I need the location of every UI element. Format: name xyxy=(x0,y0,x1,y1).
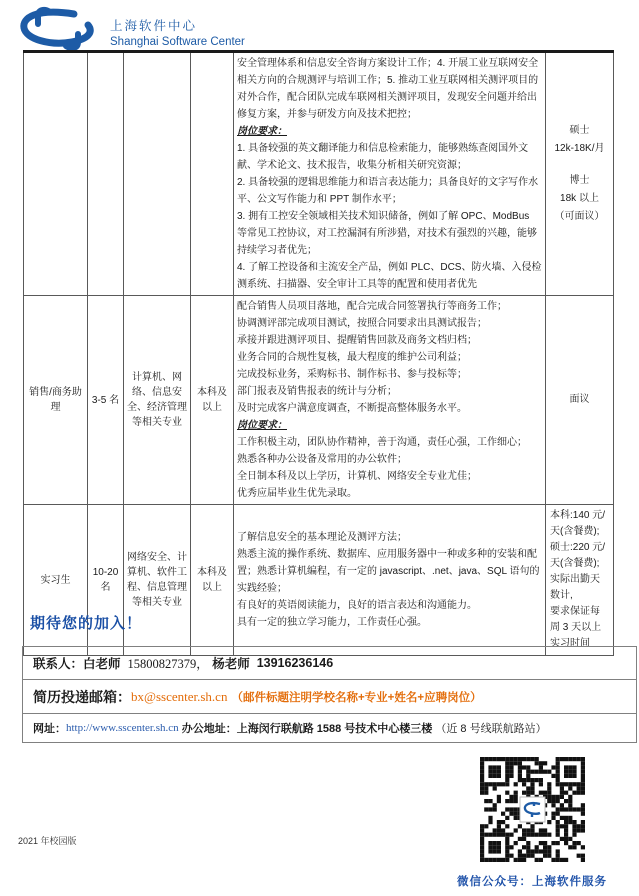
job-headcount-cell xyxy=(88,52,124,296)
job-salary-cell xyxy=(546,296,614,505)
job-headcount-cell: 10-20 名 xyxy=(88,505,124,656)
contact-persons-row xyxy=(23,647,636,679)
contact-name-2: 杨老师 xyxy=(212,657,250,671)
job-headcount-cell: 3-5 名 xyxy=(88,296,124,505)
resume-email-row xyxy=(23,679,636,713)
contact-name-1: 白老师 xyxy=(83,657,121,671)
job-majors-cell: 网络安全、计算机、软件工程、信息管理等相关专业 xyxy=(124,505,191,656)
website-address-row xyxy=(23,713,636,742)
wechat-qr-code xyxy=(480,757,585,862)
duties-requirements-heading: 岗位要求： xyxy=(237,420,287,431)
resume-email-note: （邮件标题注明学校名称+专业+姓名+应聘岗位） xyxy=(231,691,482,704)
duties-requirements-heading: 岗位要求： xyxy=(237,126,287,137)
job-education-cell: 本科及以上 xyxy=(191,505,234,656)
salary-line: 博士 xyxy=(569,175,590,186)
duty-line: 完成投标业务，采购标书、制作标书、参与投标等； xyxy=(237,369,467,380)
duty-line: 熟悉主流的操作系统、数据库、应用服务器中一种或多种的安装和配置；熟悉计算机编程，有一定的 javascript、.net、java、SQL 语句的实践经验； xyxy=(237,549,540,594)
job-row-1 xyxy=(24,52,614,296)
job-duties-cell xyxy=(234,505,546,656)
duty-line: 安全管理体系和信息安全咨询方案设计工作；4. 开展工业互联网安全相关方向的合规测评与培训工作；5. 推动工业互联网相关测评项目的对外合作，配合团队完成车联网相关测评项目，发现安全问题并给出修复方案，并参与研发方向及技术把控； xyxy=(237,58,539,120)
job-position-cell: 实习生 xyxy=(24,505,88,656)
duty-line: 全日制本科及以上学历，计算机、网络安全专业尤佳； xyxy=(237,471,477,482)
duty-line: 1. 具备较强的英文翻译能力和信息检索能力，能够熟练查阅国外文献、学术论文、技术报告，收集分析相关研究资源； xyxy=(237,143,529,171)
contact-label: 联系人： xyxy=(33,657,84,671)
job-education-cell xyxy=(191,52,234,296)
duty-line: 3. 拥有工控安全领域相关技术知识储备，例如了解 OPC、ModBus 等常见工控协议，对工控漏洞有所涉猎，对技术有强烈的兴趣，能够持续学习者优先； xyxy=(237,211,537,256)
job-duties-cell xyxy=(234,52,546,296)
brand-name-en: Shanghai Software Center xyxy=(110,35,245,48)
website-label: 网址： xyxy=(33,723,66,735)
duty-line: 4. 了解工控设备和主流安全产品，例如 PLC、DCS、防火墙、入侵检测系统、扫描器、安全审计工具等的配置和使用者优先 xyxy=(237,262,542,290)
duty-line: 优秀应届毕业生优先录取。 xyxy=(237,488,357,499)
join-us-heading: 期待您的加入！ xyxy=(30,615,143,632)
job-majors-cell: 计算机、网络、信息安全、经济管理等相关专业 xyxy=(124,296,191,505)
job-row-2 xyxy=(24,296,614,505)
jobs-table xyxy=(23,50,614,656)
edition-note: 2021 年校园版 xyxy=(18,836,77,846)
duty-line: 配合销售人员项目落地，配合完成合同签署执行等商务工作； xyxy=(237,301,507,312)
duty-line: 2. 具备较强的逻辑思维能力和语言表达能力；具备良好的文字写作水平、公文写作能力和 PPT 制作水平； xyxy=(237,177,539,205)
job-position-cell: 销售/商务助理 xyxy=(24,296,88,505)
duty-line: 协调测评部完成项目测试，按照合同要求出具测试报告； xyxy=(237,318,487,329)
wechat-caption: 微信公众号：上海软件服务 xyxy=(457,876,607,888)
salary-line: 12k-18K/月 xyxy=(554,143,605,154)
salary-line: （可面议） xyxy=(554,211,605,222)
salary-line: 硕士 xyxy=(569,125,590,136)
contact-phone-2: 13916236146 xyxy=(256,656,334,670)
brand-text xyxy=(110,16,245,48)
duty-line: 部门报表及销售报表的统计与分析； xyxy=(237,386,397,397)
salary-line: 硕士:220 元/天(含餐费); xyxy=(550,542,606,569)
salary-line: 18k 以上 xyxy=(560,193,599,204)
duty-line: 熟悉各种办公设备及常用的办公软件； xyxy=(237,454,407,465)
salary-line xyxy=(549,158,610,172)
duty-line: 有良好的英语阅读能力，良好的语言表达和沟通能力。 xyxy=(237,600,477,611)
salary-line: 要求保证每周 3 天以上实习时间 xyxy=(550,606,602,649)
job-majors-cell xyxy=(124,52,191,296)
job-duties-cell xyxy=(234,296,546,505)
office-address-near: （近 8 号线联航路站） xyxy=(435,723,547,735)
resume-email-address[interactable]: bx@sscenter.sh.cn xyxy=(131,688,228,704)
job-salary-cell xyxy=(546,505,614,656)
salary-line: 面议 xyxy=(569,394,590,405)
job-position-cell xyxy=(24,52,88,296)
duty-line: 了解信息安全的基本理论及测评方法； xyxy=(237,532,407,543)
duty-line: 承接并跟进测评项目、提醒销售回款及商务文档归档； xyxy=(237,335,477,346)
duty-line: 及时完成客户满意度调查，不断提高整体服务水平。 xyxy=(237,403,467,414)
duty-line: 具有一定的独立学习能力，工作责任心强。 xyxy=(237,617,427,628)
duty-line: 业务合同的合规性复核，最大程度的维护公司利益； xyxy=(237,352,467,363)
job-salary-cell xyxy=(546,52,614,296)
office-address: 上海闵行联航路 1588 号技术中心楼三楼 xyxy=(236,723,433,735)
website-url[interactable]: http://www.sscenter.sh.cn xyxy=(66,722,179,734)
office-address-label: 办公地址： xyxy=(181,723,237,735)
contact-section xyxy=(22,646,637,743)
duty-line: 工作积极主动，团队协作精神，善于沟通，责任心强，工作细心； xyxy=(237,437,527,448)
salary-line: 实际出勤天数计, xyxy=(550,574,600,601)
brand-name-cn: 上海软件中心 xyxy=(110,18,198,33)
salary-line: 本科:140 元/天(含餐费); xyxy=(550,510,606,537)
contact-phone-1: 15800827379， xyxy=(127,657,209,671)
resume-email-label: 简历投递邮箱： xyxy=(33,688,131,705)
job-education-cell: 本科及以上 xyxy=(191,296,234,505)
wechat-block xyxy=(452,757,612,889)
